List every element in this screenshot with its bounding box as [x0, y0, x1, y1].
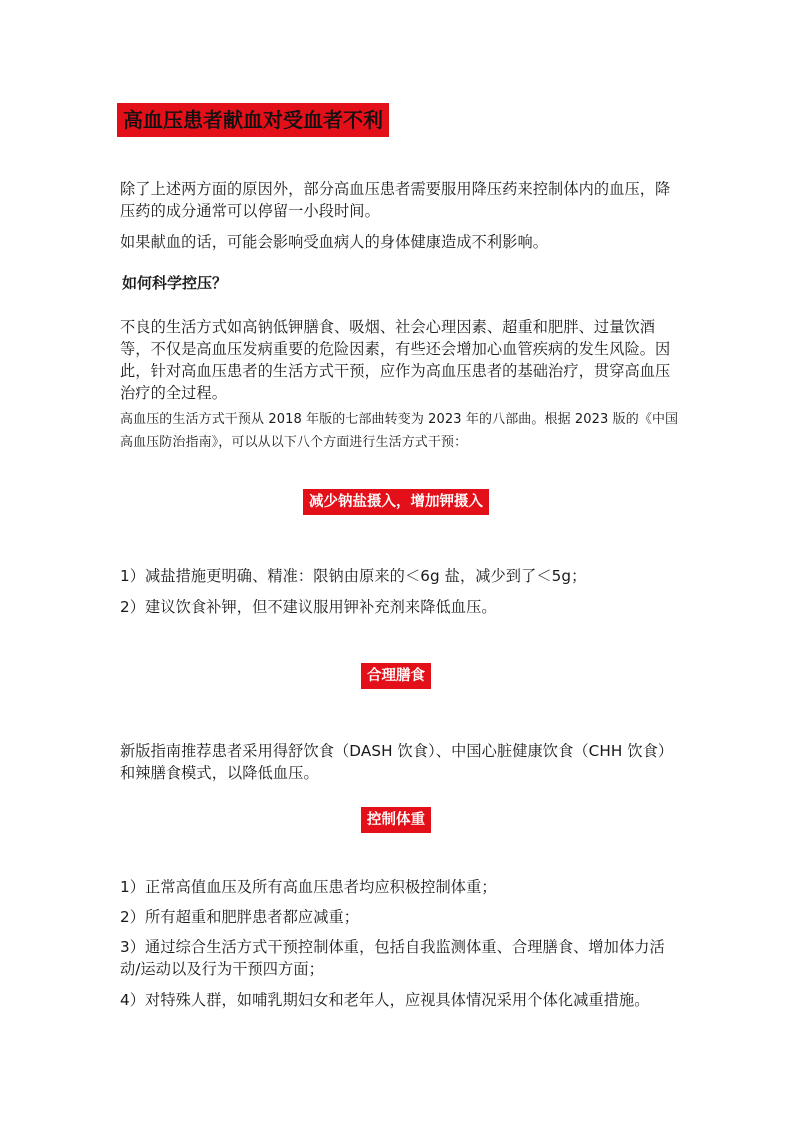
- salt-item-1: 1）减盐措施更明确、精准：限钠由原来的＜6g 盐，减少到了＜5g；: [120, 567, 587, 585]
- lifestyle-paragraph-2: 高血压的生活方式干预从 2018 年版的七部曲转变为 2023 年的八部曲。根据 2023 版的《中国高血压防治指南》，可以从以下八个方面进行生活方式干预：: [120, 412, 679, 450]
- lifestyle-paragraph-1: 不良的生活方式如高钠低钾膳食、吸烟、社会心理因素、超重和肥胖、过量饮酒等，不仅是高血压发病重要的危险因素，有些还会增加心血管疾病的发生风险。因此，针对高血压患者的生活方式干预，应作为高血压患者的基础治疗，贯穿高血压治疗的全过程。: [120, 318, 671, 402]
- weight-item-4: 4）对特殊人群，如哺乳期妇女和老年人，应视具体情况采用个体化减重措施。: [120, 991, 650, 1009]
- weight-item-2: 2）所有超重和肥胖患者都应减重；: [120, 908, 360, 926]
- intro-paragraph-1: 除了上述两方面的原因外，部分高血压患者需要服用降压药来控制体内的血压，降压药的成分通常可以停留一小段时间。: [120, 180, 671, 220]
- page-title: 高血压患者献血对受血者不利: [117, 103, 389, 137]
- weight-item-3: 3）通过综合生活方式干预控制体重，包括自我监测体重、合理膳食、增加体力活动/运动以及行为干预四方面；: [120, 938, 665, 978]
- salt-item-2: 2）建议饮食补钾，但不建议服用钾补充剂来降低血压。: [120, 598, 497, 616]
- section-badge-diet: 合理膳食: [361, 663, 431, 689]
- section-badge-weight: 控制体重: [361, 807, 431, 833]
- intro-paragraph-2: 如果献血的话，可能会影响受血病人的身体健康造成不利影响。: [120, 233, 549, 251]
- weight-item-1: 1）正常高值血压及所有高血压患者均应积极控制体重；: [120, 878, 497, 896]
- diet-paragraph: 新版指南推荐患者采用得舒饮食（DASH 饮食）、中国心脏健康饮食（CHH 饮食）和辣膳食模式，以降低血压。: [120, 742, 674, 782]
- section-heading: 如何科学控压？: [122, 274, 228, 292]
- section-badge-salt: 减少钠盐摄入，增加钾摄入: [303, 489, 489, 515]
